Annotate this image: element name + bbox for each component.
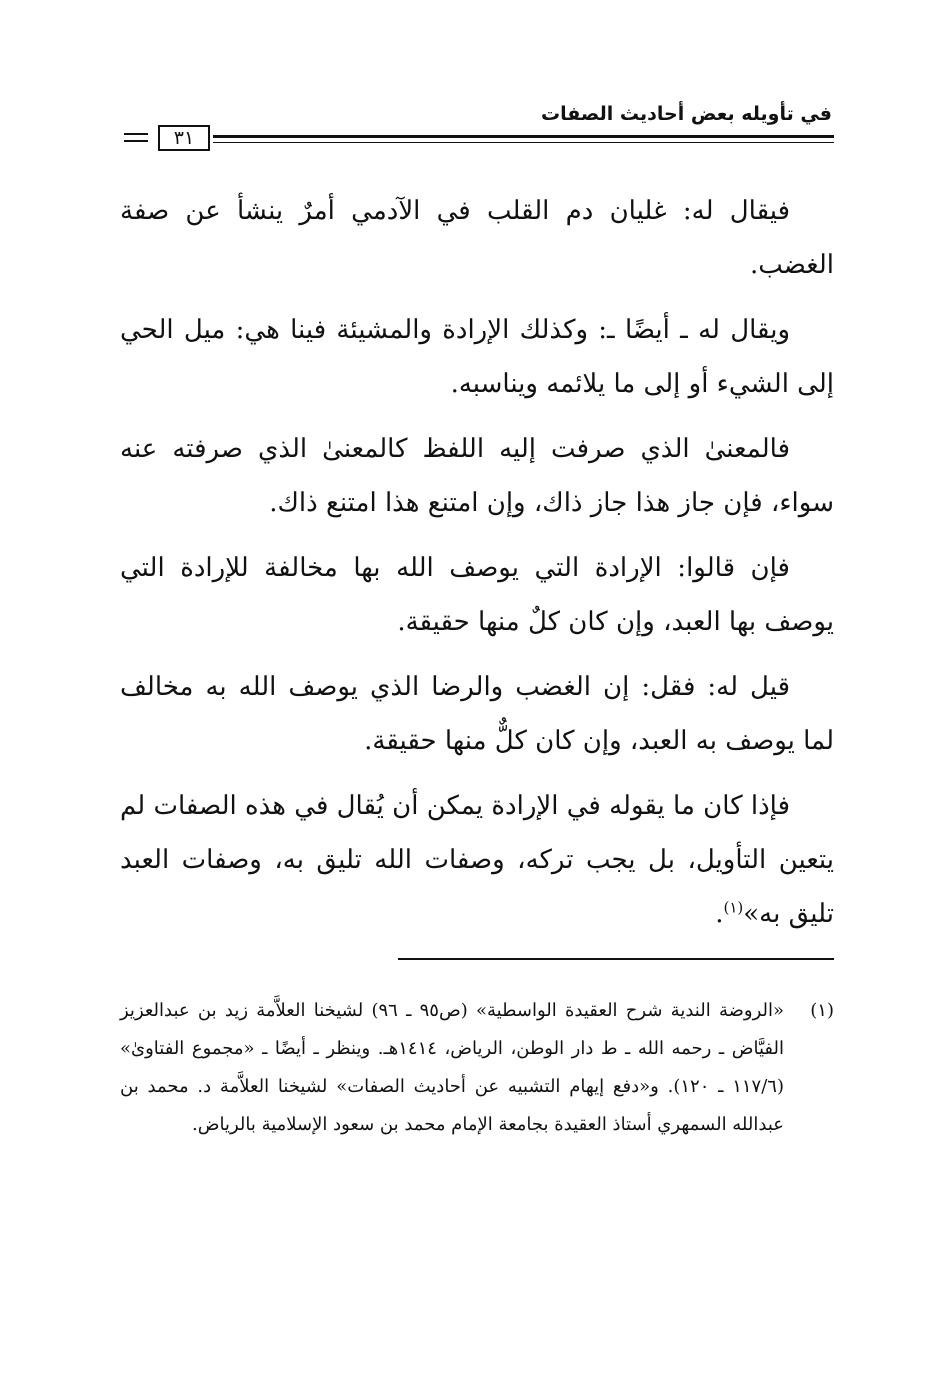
paragraph-text: فإذا كان ما يقوله في الإرادة يمكن أن يُقال في هذه الصفات لم يتعين التأويل، بل يجب تركه، وصفات الله تليق به، وصفات العبد تليق به» [120, 791, 834, 929]
running-title: في تأويله بعض أحاديث الصفات [540, 103, 832, 125]
paragraph: فإن قالوا: الإرادة التي يوصف الله بها مخالفة للإرادة التي يوصف بها العبد، وإن كان كلٌ منها حقيقة. [120, 553, 834, 637]
paragraph: فالمعنىٰ الذي صرفت إليه اللفظ كالمعنىٰ الذي صرفته عنه سواء، فإن جاز هذا جاز ذاك، وإن امتنع هذا امتنع ذاك. [120, 434, 834, 518]
paragraph: ويقال له ـ أيضًا ـ: وكذلك الإرادة والمشيئة فينا هي: ميل الحي إلى الشيء أو إلى ما يلائمه ويناسبه. [120, 315, 834, 399]
footnote-reference[interactable]: (١) [723, 898, 744, 917]
footnote-separator [398, 958, 834, 960]
header-ornament-line [124, 133, 148, 135]
main-text [120, 184, 834, 952]
paragraph: فيقال له: غليان دم القلب في الآدمي أمرٌ ينشأ عن صفة الغضب. [120, 196, 834, 280]
header-rule-thin [213, 142, 834, 143]
footnote-number: (١) [810, 1000, 834, 1021]
paragraph-tail: . [715, 899, 724, 929]
paragraph [120, 779, 834, 941]
paragraph: قيل له: فقل: إن الغضب والرضا الذي يوصف الله به مخالف لما يوصف به العبد، وإن كان كلٌّ منها حقيقة. [120, 672, 834, 756]
footnote-text: «الروضة الندية شرح العقيدة الواسطية» (ص٩٥ ـ ٩٦) لشيخنا العلاَّمة زيد بن عبدالعزيز الفيَّاض ـ رحمه الله ـ ط دار الوطن، الرياض، ١٤١٤هـ. وينظر ـ أيضًا ـ «مجموع الفتاوىٰ» (١١٧/٦ ـ ١٢٠). و«دفع إيهام التشبيه عن أحاديث الصفات» لشيخنا العلاَّمة د. محمد بن عبدالله السمهري أستاذ العقيدة بجامعة الإمام محمد بن سعود الإسلامية بالرياض. [120, 1000, 785, 1135]
header-ornament-line [124, 140, 148, 142]
page-number: ٣١ [158, 125, 210, 151]
footnote [120, 992, 834, 1144]
header-rule-thick [213, 135, 834, 138]
